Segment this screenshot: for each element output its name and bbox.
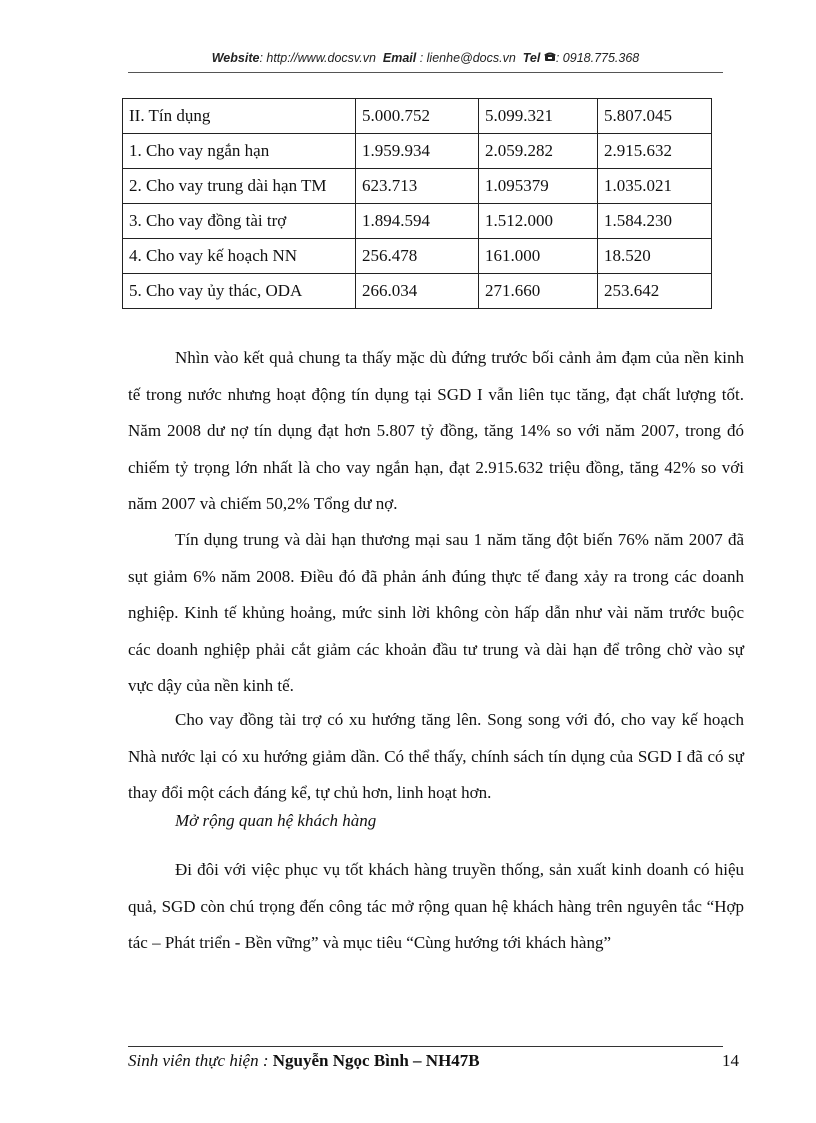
tel-label: Tel: [522, 51, 541, 65]
author-label: Sinh viên thực hiện :: [128, 1051, 273, 1070]
value-cell: 2.059.282: [479, 134, 598, 169]
value-cell: 161.000: [479, 239, 598, 274]
value-cell: 1.959.934: [356, 134, 479, 169]
value-cell: 271.660: [479, 274, 598, 309]
table-row: [123, 99, 712, 134]
table-row: [123, 204, 712, 239]
header-divider: [128, 72, 723, 73]
value-cell: 266.034: [356, 274, 479, 309]
paragraph-4-text: Đi đôi với việc phục vụ tốt khách hàng truyền thống, sản xuất kinh doanh có hiệu quả, SGD còn chú trọng đến công tác mở rộng quan hệ khách hàng trên nguyên tắc “Hợp tác – Phát triển - Bền vững” và mục tiêu “Cùng hướng tới khách hàng”: [128, 860, 744, 952]
page-footer: [128, 1051, 480, 1071]
author-name: Nguyễn Ngọc Bình – NH47B: [272, 1051, 480, 1070]
row-label-cell: 3. Cho vay đồng tài trợ: [123, 204, 356, 239]
row-label-cell: 4. Cho vay kế hoạch NN: [123, 239, 356, 274]
row-label-cell: II. Tín dụng: [123, 99, 356, 134]
email-label: Email: [382, 51, 417, 65]
value-cell: 1.035.021: [598, 169, 712, 204]
email-value: : lienhe@docs.vn: [416, 51, 516, 65]
paragraph-3-text: Cho vay đồng tài trợ có xu hướng tăng lên. Song song với đó, cho vay kế hoạch Nhà nước lại có xu hướng giảm dần. Có thể thấy, chính sách tín dụng của SGD I đã có sự thay đổi một cách đáng kể, tự chủ hơn, linh hoạt hơn.: [128, 710, 744, 802]
table-row: [123, 169, 712, 204]
value-cell: 18.520: [598, 239, 712, 274]
value-cell: 5.000.752: [356, 99, 479, 134]
value-cell: 623.713: [356, 169, 479, 204]
value-cell: 1.095379: [479, 169, 598, 204]
page-header: [128, 51, 723, 65]
credit-table: [122, 98, 712, 309]
value-cell: 1.512.000: [479, 204, 598, 239]
phone-icon: [544, 51, 556, 65]
table-row: [123, 134, 712, 169]
row-label-cell: 2. Cho vay trung dài hạn TM: [123, 169, 356, 204]
paragraph-2-text: Tín dụng trung và dài hạn thương mại sau 1 năm tăng đột biến 76% năm 2007 đã sụt giảm 6% năm 2008. Điều đó đã phản ánh đúng thực tế đang xảy ra trong các doanh nghiệp. Kinh tế khủng hoảng, mức sinh lời không còn hấp dẫn như vài năm trước buộc các doanh nghiệp phải cắt giảm các khoản đầu tư trung và dài hạn để trông chờ vào sự vực dậy của nền kinh tế.: [128, 530, 744, 695]
paragraph-1-text: Nhìn vào kết quả chung ta thấy mặc dù đứng trước bối cảnh ảm đạm của nền kinh tế trong nước nhưng hoạt động tín dụng tại SGD I vẫn liên tục tăng, đạt chất lượng tốt. Năm 2008 dư nợ tín dụng đạt hơn 5.807 tỷ đồng, tăng 14% so với năm 2007, trong đó chiếm tỷ trọng lớn nhất là cho vay ngắn hạn, đạt 2.915.632 triệu đồng, tăng 42% so với năm 2007 và chiếm 50,2% Tổng dư nợ.: [128, 348, 744, 513]
value-cell: 253.642: [598, 274, 712, 309]
website-value: : http://www.docsv.vn: [259, 51, 376, 65]
value-cell: 5.099.321: [479, 99, 598, 134]
section-title: Mở rộng quan hệ khách hàng: [175, 811, 377, 830]
row-label-cell: 5. Cho vay ủy thác, ODA: [123, 274, 356, 309]
value-cell: 1.894.594: [356, 204, 479, 239]
value-cell: 1.584.230: [598, 204, 712, 239]
row-label-cell: 1. Cho vay ngắn hạn: [123, 134, 356, 169]
table-row: [123, 239, 712, 274]
value-cell: 256.478: [356, 239, 479, 274]
value-cell: 2.915.632: [598, 134, 712, 169]
paragraph-3: [128, 702, 744, 812]
page-number: 14: [722, 1051, 739, 1070]
value-cell: 5.807.045: [598, 99, 712, 134]
paragraph-2: [128, 522, 744, 705]
tel-value: : 0918.775.368: [555, 51, 640, 65]
paragraph-4: [128, 852, 744, 962]
website-label: Website: [211, 51, 260, 65]
footer-divider: [128, 1046, 723, 1047]
paragraph-1: [128, 340, 744, 523]
table-row: [123, 274, 712, 309]
